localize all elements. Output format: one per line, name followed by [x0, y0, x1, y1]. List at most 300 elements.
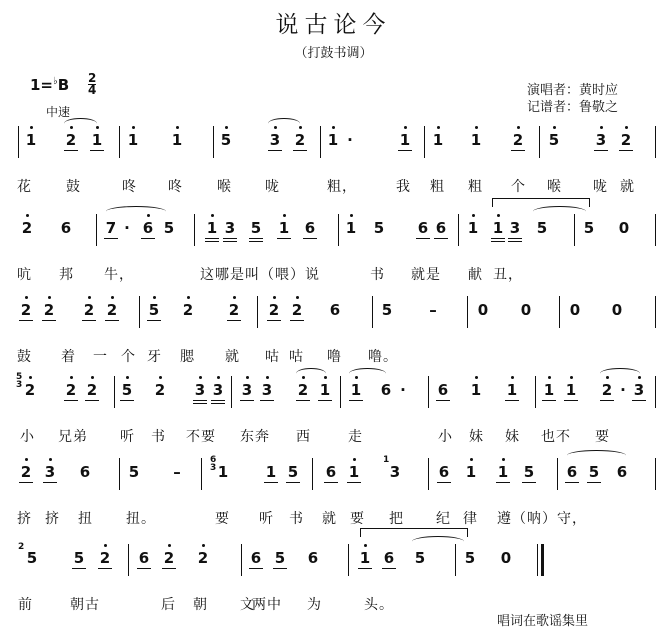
- octave-dot: [296, 296, 299, 299]
- grace-note: 2: [18, 542, 25, 552]
- underline: [64, 150, 78, 151]
- lyric: 咙: [593, 179, 608, 195]
- octave-dot: [91, 376, 94, 379]
- bar-line: [194, 214, 195, 246]
- note: 2: [20, 301, 32, 319]
- note: 2: [20, 463, 32, 481]
- octave-dot: [70, 376, 73, 379]
- source-note: 唱词在歌谣集里: [497, 614, 589, 629]
- underline: [249, 568, 263, 569]
- underline: [594, 150, 608, 151]
- note: 1: [206, 219, 218, 237]
- bar-line: [213, 126, 214, 158]
- note: 3: [241, 381, 253, 399]
- lyric: 粗，: [327, 179, 357, 195]
- lyric: 牙: [147, 349, 162, 365]
- octave-dot: [625, 126, 628, 129]
- octave-dot: [187, 296, 190, 299]
- lyric: 着: [61, 349, 76, 365]
- bar-line: [428, 458, 429, 490]
- bar-line: [96, 214, 97, 246]
- lyric: 东奔: [240, 429, 270, 445]
- slur: [64, 118, 97, 129]
- note: 2: [21, 219, 33, 237]
- slur: [600, 368, 640, 379]
- underline: [296, 400, 310, 401]
- note: 2: [154, 381, 166, 399]
- note: 1: [327, 131, 339, 149]
- underline: [268, 150, 282, 151]
- slur: [412, 536, 464, 547]
- note: 1: [127, 131, 139, 149]
- tempo-marking: 中速: [46, 105, 71, 119]
- note: 5: [523, 463, 535, 481]
- octave-dot: [132, 126, 135, 129]
- lyric: 兄弟: [58, 429, 88, 445]
- lyric: 为: [307, 597, 322, 613]
- lyric: 个: [511, 179, 526, 195]
- bar-line: [312, 458, 313, 490]
- note: 5: [220, 131, 232, 149]
- underline: [632, 400, 646, 401]
- lyric: 扭: [78, 511, 93, 527]
- octave-dot: [502, 458, 505, 461]
- slur: [567, 450, 626, 461]
- underline: [141, 238, 155, 239]
- lyric: 遵（呐）守，: [497, 511, 587, 527]
- note: 5: [464, 549, 476, 567]
- bar-line: [114, 376, 115, 408]
- bar-line: [119, 458, 120, 490]
- note: 2: [601, 381, 613, 399]
- key-note: B: [57, 76, 70, 94]
- lyric: 不要: [186, 429, 216, 445]
- note: 5: [163, 219, 175, 237]
- octave-dot: [553, 126, 556, 129]
- underline: [19, 320, 33, 321]
- lyric: 走: [348, 429, 363, 445]
- bar-line: [535, 376, 536, 408]
- note: 2: [86, 381, 98, 399]
- underline: [491, 238, 505, 239]
- bar-line: [559, 296, 560, 328]
- octave-dot: [511, 376, 514, 379]
- octave-dot: [246, 376, 249, 379]
- underline: [382, 568, 396, 569]
- bar-line: [455, 544, 456, 576]
- grace-note: 6: [210, 455, 217, 465]
- note: 0: [611, 301, 623, 319]
- note: –: [429, 301, 437, 319]
- octave-dot: [497, 214, 500, 217]
- bar-line: [655, 458, 656, 490]
- slur: [296, 368, 326, 379]
- note: 5: [148, 301, 160, 319]
- note: 1: [565, 381, 577, 399]
- note: 1: [399, 131, 411, 149]
- underline: [293, 150, 307, 151]
- lyric: 妹: [469, 429, 484, 445]
- octave-dot: [225, 126, 228, 129]
- bar-line: [655, 214, 656, 246]
- underline: [249, 238, 263, 239]
- note: 5: [73, 549, 85, 567]
- lyric: 腮: [180, 349, 195, 365]
- note: 2: [163, 549, 175, 567]
- note: 6: [566, 463, 578, 481]
- note: 2: [291, 301, 303, 319]
- lyric: 头。: [364, 597, 394, 613]
- octave-dot: [25, 296, 28, 299]
- octave-dot: [199, 376, 202, 379]
- underline: [223, 241, 237, 242]
- underline: [508, 241, 522, 242]
- slur: [349, 368, 386, 379]
- note: 3: [194, 381, 206, 399]
- note: 6: [616, 463, 628, 481]
- underline: [85, 400, 99, 401]
- underline: [286, 482, 300, 483]
- note: 3: [269, 131, 281, 149]
- note: 6: [307, 549, 319, 567]
- underline: [416, 238, 430, 239]
- note: 6: [438, 463, 450, 481]
- underline: [43, 482, 57, 483]
- note: 1: [278, 219, 290, 237]
- lyric: 花: [17, 179, 32, 195]
- underline: [277, 238, 291, 239]
- bar-line: [655, 376, 656, 408]
- note: 3: [389, 463, 401, 481]
- lyric: 要: [350, 511, 365, 527]
- note: 5: [583, 219, 595, 237]
- lyric: 就是: [411, 267, 441, 283]
- octave-dot: [266, 376, 269, 379]
- note: 2: [228, 301, 240, 319]
- bar-line: [241, 544, 242, 576]
- note: ·: [347, 131, 353, 149]
- bar-line: [201, 458, 202, 490]
- grace-note: 3: [210, 463, 217, 473]
- lyric: 这哪是叫（喂）说: [200, 267, 320, 283]
- note: 1: [432, 131, 444, 149]
- note: ·: [124, 219, 130, 237]
- note: 1: [265, 463, 277, 481]
- lyric: 小: [438, 429, 453, 445]
- octave-dot: [472, 214, 475, 217]
- underline: [260, 400, 274, 401]
- note: 0: [569, 301, 581, 319]
- note: 6: [79, 463, 91, 481]
- note: 1: [465, 463, 477, 481]
- note: 5: [250, 219, 262, 237]
- octave-dot: [404, 126, 407, 129]
- note: 6: [250, 549, 262, 567]
- lyric: 听: [120, 429, 135, 445]
- bar-line: [18, 126, 19, 158]
- lyric: 纪: [436, 511, 451, 527]
- note: 0: [618, 219, 630, 237]
- note: 2: [512, 131, 524, 149]
- note: 1: [467, 219, 479, 237]
- note: 6: [138, 549, 150, 567]
- meter-top: 2: [88, 71, 97, 85]
- bar-line: [557, 458, 558, 490]
- lyric: 献: [468, 267, 483, 283]
- underline: [303, 238, 317, 239]
- underline: [227, 320, 241, 321]
- note: 5: [274, 549, 286, 567]
- note: 6: [435, 219, 447, 237]
- note: 2: [197, 549, 209, 567]
- octave-dot: [202, 544, 205, 547]
- bar-line: [539, 126, 540, 158]
- grace-note: 5: [16, 372, 23, 382]
- lyric: 朝古: [70, 597, 100, 613]
- underline: [42, 320, 56, 321]
- underline: [564, 400, 578, 401]
- lyric: 牛，: [104, 267, 134, 283]
- lyric: 咚: [168, 179, 183, 195]
- octave-dot: [517, 126, 520, 129]
- underline: [436, 400, 450, 401]
- bar-line: [340, 376, 341, 408]
- note: 2: [99, 549, 111, 567]
- octave-dot: [29, 376, 32, 379]
- octave-dot: [350, 214, 353, 217]
- note: 2: [106, 301, 118, 319]
- note: 5: [588, 463, 600, 481]
- lyric: 扭。: [126, 511, 156, 527]
- bar-line: [372, 296, 373, 328]
- slur: [268, 118, 300, 129]
- key-flat: ♭: [53, 76, 58, 87]
- underline: [105, 320, 119, 321]
- lyric: 我: [396, 179, 411, 195]
- note: 1: [348, 463, 360, 481]
- note: 1: [470, 131, 482, 149]
- lyric: 要: [595, 429, 610, 445]
- note: 6: [329, 301, 341, 319]
- key-label: 1=: [30, 76, 54, 94]
- octave-dot: [233, 296, 236, 299]
- lyric: 咚: [122, 179, 137, 195]
- octave-dot: [548, 376, 551, 379]
- underline: [193, 400, 207, 401]
- octave-dot: [104, 544, 107, 547]
- note: 6: [304, 219, 316, 237]
- bar-line: [574, 214, 575, 246]
- lyric: 挤: [45, 511, 60, 527]
- repeat-bracket: [492, 198, 590, 207]
- lyric: 喉: [547, 179, 562, 195]
- octave-dot: [283, 214, 286, 217]
- lyric: 把: [389, 511, 404, 527]
- underline: [205, 238, 219, 239]
- octave-dot: [111, 296, 114, 299]
- note: 1: [470, 381, 482, 399]
- underline: [496, 482, 510, 483]
- note: –: [173, 463, 181, 481]
- octave-dot: [48, 296, 51, 299]
- lyric: 书: [151, 429, 166, 445]
- note: 1: [171, 131, 183, 149]
- underline: [211, 400, 225, 401]
- bar-line: [231, 376, 232, 408]
- bar-line: [655, 126, 656, 158]
- underline: [120, 400, 134, 401]
- bar-line: [119, 126, 120, 158]
- octave-dot: [273, 296, 276, 299]
- note: 5: [26, 549, 38, 567]
- lyric: 也不: [541, 429, 571, 445]
- octave-dot: [25, 458, 28, 461]
- lyric: 书: [370, 267, 385, 283]
- underline: [193, 403, 207, 404]
- bar-line: [655, 296, 656, 328]
- note: 3: [633, 381, 645, 399]
- lyric: 朝: [193, 597, 208, 613]
- octave-dot: [570, 376, 573, 379]
- underline: [318, 400, 332, 401]
- lyric: 咕: [265, 349, 280, 365]
- final-bar: [541, 544, 544, 576]
- slur: [533, 206, 586, 217]
- lyric: 邦: [59, 267, 74, 283]
- song-subtitle: （打鼓书调）: [294, 46, 373, 61]
- lyric: 挤: [17, 511, 32, 527]
- key-signature: [30, 76, 69, 94]
- note: 5: [128, 463, 140, 481]
- lyric: 书: [289, 511, 304, 527]
- note: 1: [25, 131, 37, 149]
- bar-line: [128, 544, 129, 576]
- lyric: 一: [93, 349, 108, 365]
- underline: [434, 238, 448, 239]
- singer-credit: 演唱者：黄时应: [527, 83, 619, 98]
- lyric: 喉: [217, 179, 232, 195]
- underline: [162, 568, 176, 569]
- underline: [398, 150, 412, 151]
- note: 0: [520, 301, 532, 319]
- note: 5: [287, 463, 299, 481]
- note: 6: [325, 463, 337, 481]
- lyric: 鼓: [17, 349, 32, 365]
- underline: [249, 241, 263, 242]
- note: 5: [373, 219, 385, 237]
- lyric: 小: [20, 429, 35, 445]
- underline: [324, 482, 338, 483]
- underline: [290, 320, 304, 321]
- octave-dot: [353, 458, 356, 461]
- octave-dot: [30, 126, 33, 129]
- octave-dot: [211, 214, 214, 217]
- underline: [90, 150, 104, 151]
- note: 2: [65, 131, 77, 149]
- bar-line: [320, 126, 321, 158]
- slur: [106, 206, 166, 217]
- lyric: 西: [296, 429, 311, 445]
- bar-line: [428, 376, 429, 408]
- bar-line: [458, 214, 459, 246]
- lyric: 要: [215, 511, 230, 527]
- lyric: 就: [322, 511, 337, 527]
- note: 1: [345, 219, 357, 237]
- underline: [511, 150, 525, 151]
- octave-dot: [332, 126, 335, 129]
- lyric: 噜。: [368, 349, 398, 365]
- octave-dot: [26, 214, 29, 217]
- meter-bottom: 4: [88, 83, 97, 97]
- octave-dot: [49, 458, 52, 461]
- underline: [587, 482, 601, 483]
- note: 5: [536, 219, 548, 237]
- underline: [542, 400, 556, 401]
- lyric: 个: [121, 349, 136, 365]
- underline: [505, 400, 519, 401]
- note: 3: [261, 381, 273, 399]
- note: 7: [105, 219, 117, 237]
- lyric: 前: [18, 597, 33, 613]
- note: 2: [83, 301, 95, 319]
- lyric: 咕: [289, 349, 304, 365]
- bar-line: [424, 126, 425, 158]
- bar-line: [348, 544, 349, 576]
- underline: [491, 241, 505, 242]
- lyric: 听: [259, 511, 274, 527]
- lyric: 就: [225, 349, 240, 365]
- note: 3: [212, 381, 224, 399]
- note: 2: [24, 381, 36, 399]
- underline: [264, 482, 278, 483]
- lyric: 吭: [17, 267, 32, 283]
- grace-note: 1: [383, 455, 390, 465]
- octave-dot: [126, 376, 129, 379]
- lyric: 文: [240, 597, 255, 613]
- note: 6: [437, 381, 449, 399]
- note: 5: [381, 301, 393, 319]
- underline: [82, 320, 96, 321]
- note: 2: [294, 131, 306, 149]
- lyric: 噜: [327, 349, 342, 365]
- note: 1: [492, 219, 504, 237]
- octave-dot: [168, 544, 171, 547]
- lyric: 粗: [468, 179, 483, 195]
- octave-dot: [600, 126, 603, 129]
- underline: [240, 400, 254, 401]
- note: 1: [506, 381, 518, 399]
- underline: [104, 238, 118, 239]
- octave-dot: [470, 458, 473, 461]
- note: 2: [297, 381, 309, 399]
- note: 5: [414, 549, 426, 567]
- note: 1: [350, 381, 362, 399]
- note: ·: [400, 381, 406, 399]
- note: 3: [224, 219, 236, 237]
- underline: [565, 482, 579, 483]
- lyric: 就: [620, 179, 635, 195]
- underline: [273, 568, 287, 569]
- time-signature: [88, 73, 96, 96]
- note: 2: [268, 301, 280, 319]
- octave-dot: [153, 296, 156, 299]
- lyric: 后: [161, 597, 176, 613]
- lyric: 鼓: [66, 179, 81, 195]
- underline: [522, 482, 536, 483]
- underline: [600, 400, 614, 401]
- bar-line: [467, 296, 468, 328]
- lyric: 妹: [505, 429, 520, 445]
